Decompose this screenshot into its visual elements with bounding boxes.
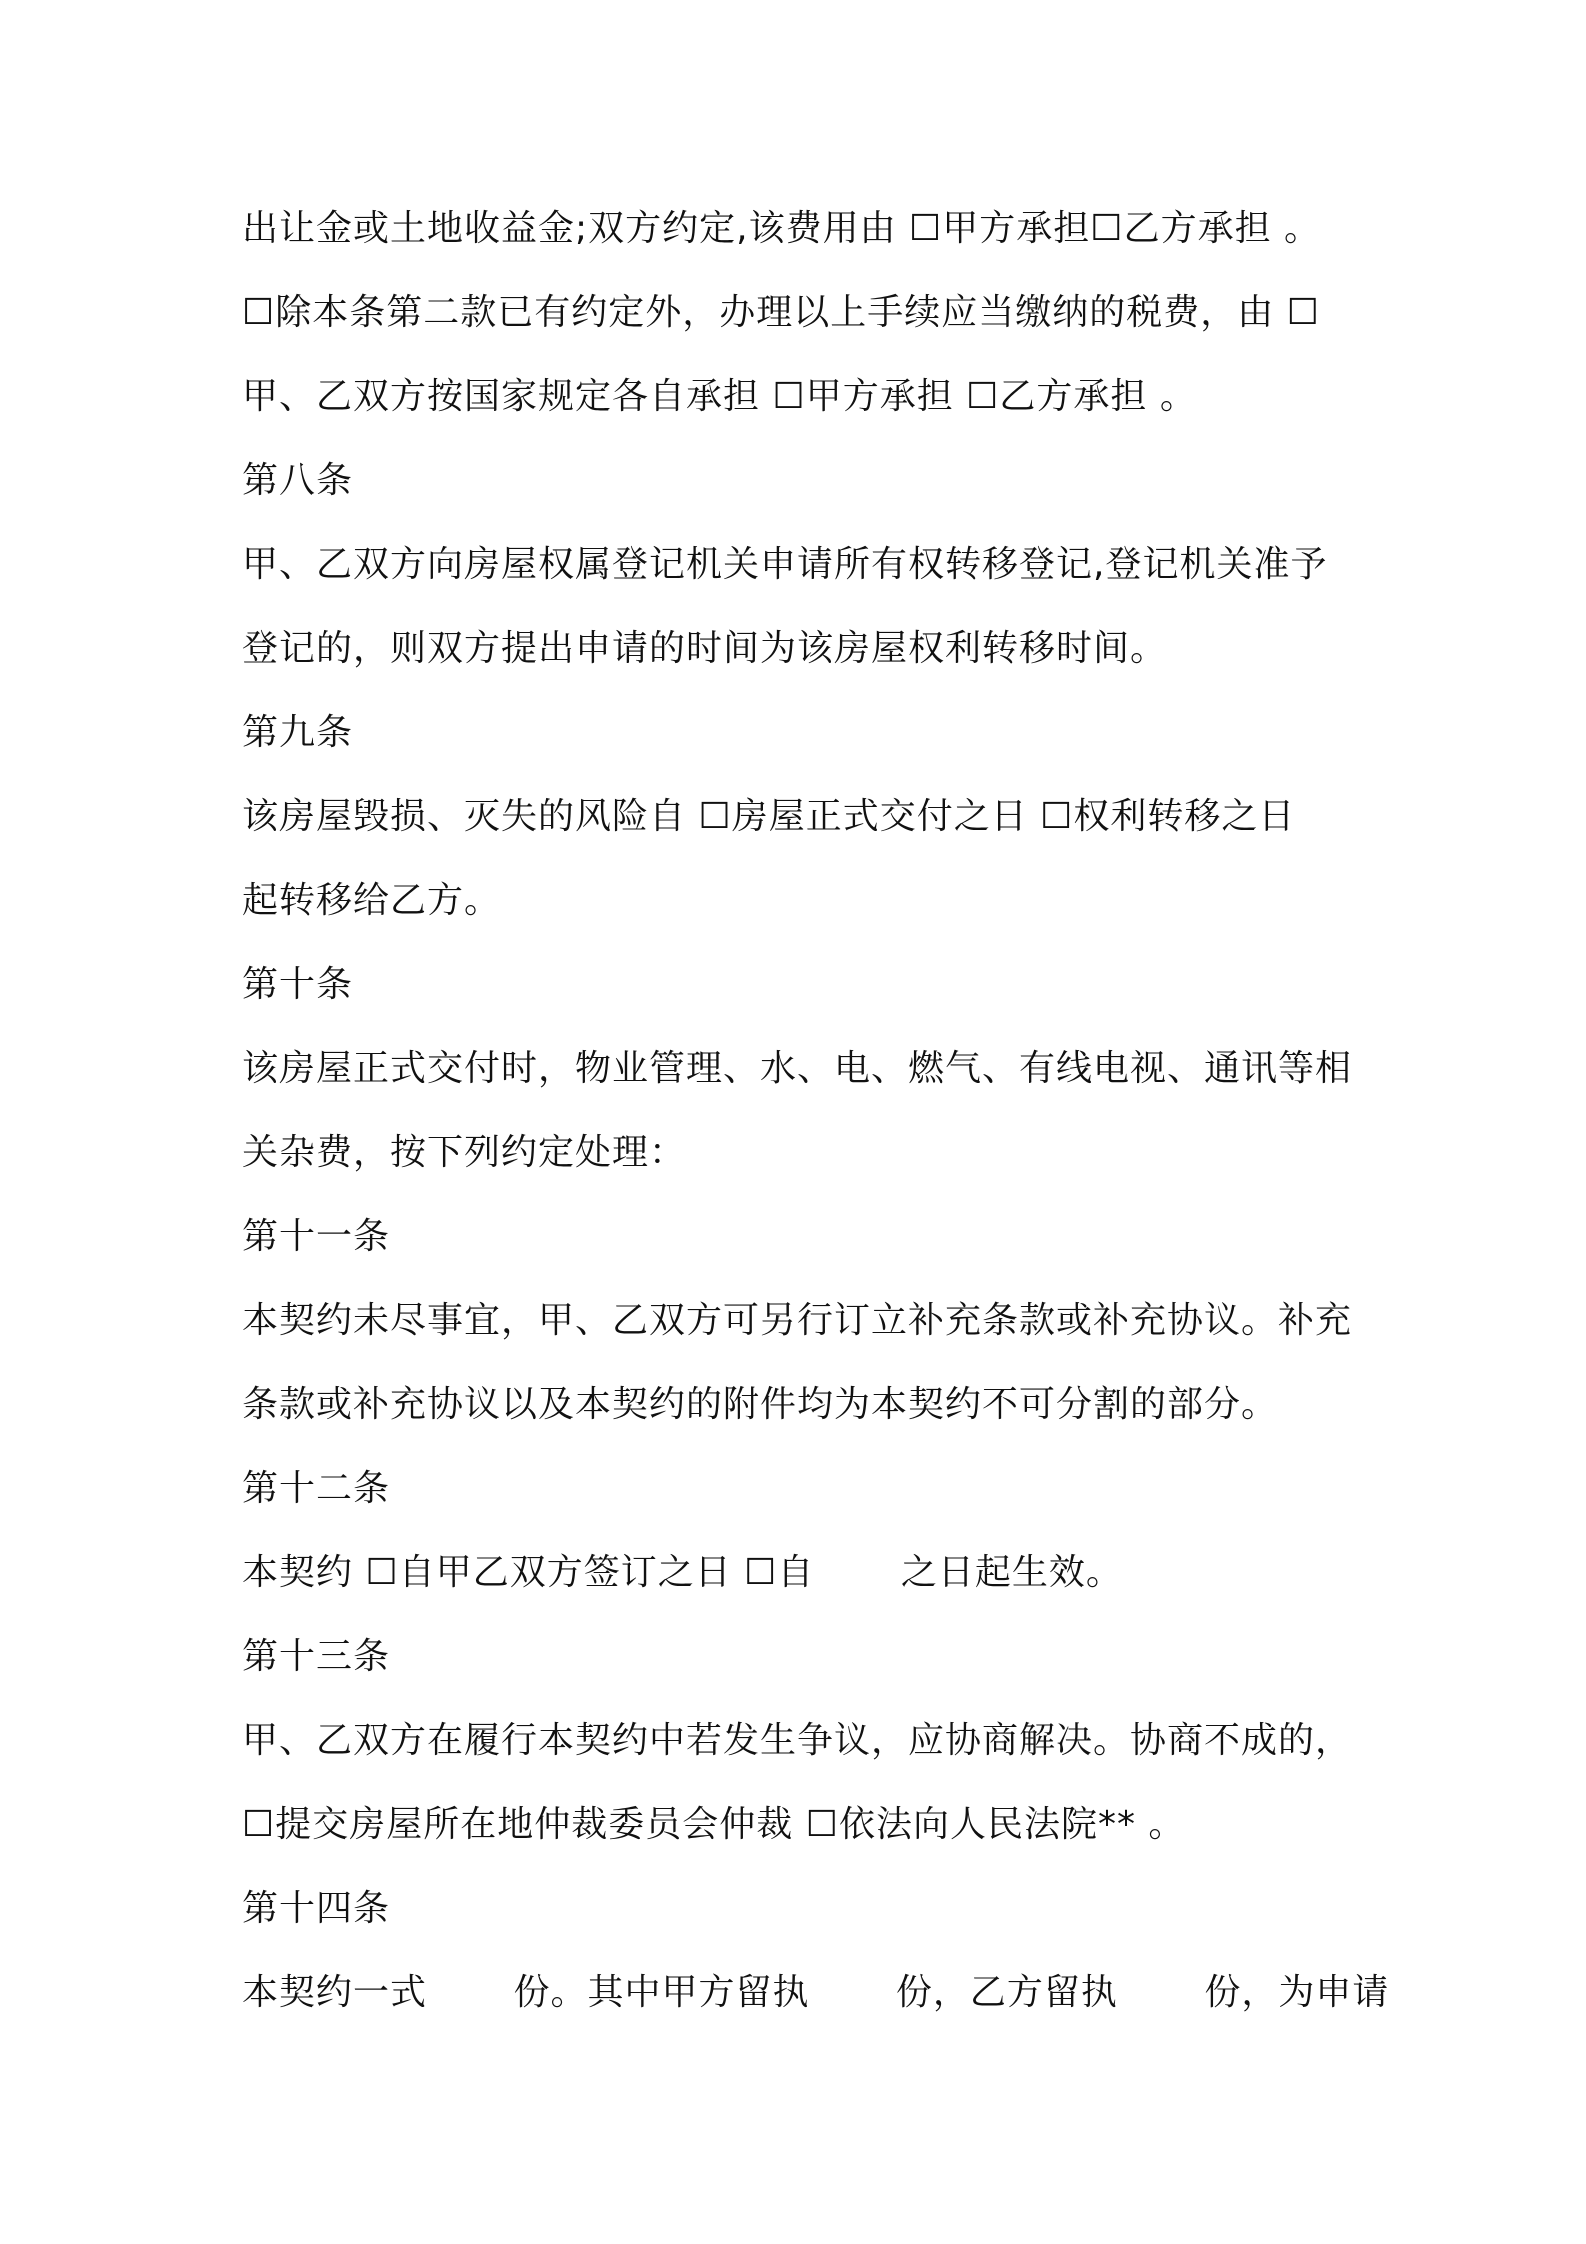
article-10-text-line-1: 该房屋正式交付时，物业管理、水、电、燃气、有线电视、通讯等相	[242, 1048, 1353, 1089]
clause-7-text-line-2: ☐除本条第二款已有约定外，办理以上手续应当缴纳的税费，由 ☐	[242, 292, 1320, 333]
article-13-text-line-1: 甲、乙双方在履行本契约中若发生争议，应协商解决。协商不成的，	[242, 1720, 1353, 1761]
article-8-heading: 第八条	[242, 460, 354, 501]
article-9-text-line-1: 该房屋毁损、灭失的风险自 ☐房屋正式交付之日 ☐权利转移之日	[242, 796, 1296, 837]
article-14-heading: 第十四条	[242, 1888, 391, 1929]
article-11-text-line-2: 条款或补充协议以及本契约的附件均为本契约不可分割的部分。	[242, 1384, 1279, 1425]
article-12-text-line-1: 本契约 ☐自甲乙双方签订之日 ☐自 之日起生效。	[242, 1552, 1123, 1593]
article-13-text-line-2: ☐提交房屋所在地仲裁委员会仲裁 ☐依法向人民法院** 。	[242, 1804, 1186, 1845]
article-10-text-line-2: 关杂费，按下列约定处理：	[242, 1132, 687, 1173]
article-11-heading: 第十一条	[242, 1216, 391, 1257]
clause-7-text-line-1: 出让金或土地收益金;双方约定,该费用由 ☐甲方承担☐乙方承担 。	[242, 208, 1322, 249]
article-14-text-line-1: 本契约一式 份。其中甲方留执 份，乙方留执 份，为申请	[242, 1972, 1390, 2013]
article-9-text-line-2: 起转移给乙方。	[242, 880, 502, 921]
article-11-text-line-1: 本契约未尽事宜，甲、乙双方可另行订立补充条款或补充协议。补充	[242, 1300, 1353, 1341]
article-13-heading: 第十三条	[242, 1636, 391, 1677]
article-9-heading: 第九条	[242, 712, 354, 753]
article-8-text-line-2: 登记的，则双方提出申请的时间为该房屋权利转移时间。	[242, 628, 1168, 669]
article-10-heading: 第十条	[242, 964, 354, 1005]
article-8-text-line-1: 甲、乙双方向房屋权属登记机关申请所有权转移登记,登记机关准予	[242, 544, 1328, 585]
clause-7-text-line-3: 甲、乙双方按国家规定各自承担 ☐甲方承担 ☐乙方承担 。	[242, 376, 1197, 417]
article-12-heading: 第十二条	[242, 1468, 391, 1509]
